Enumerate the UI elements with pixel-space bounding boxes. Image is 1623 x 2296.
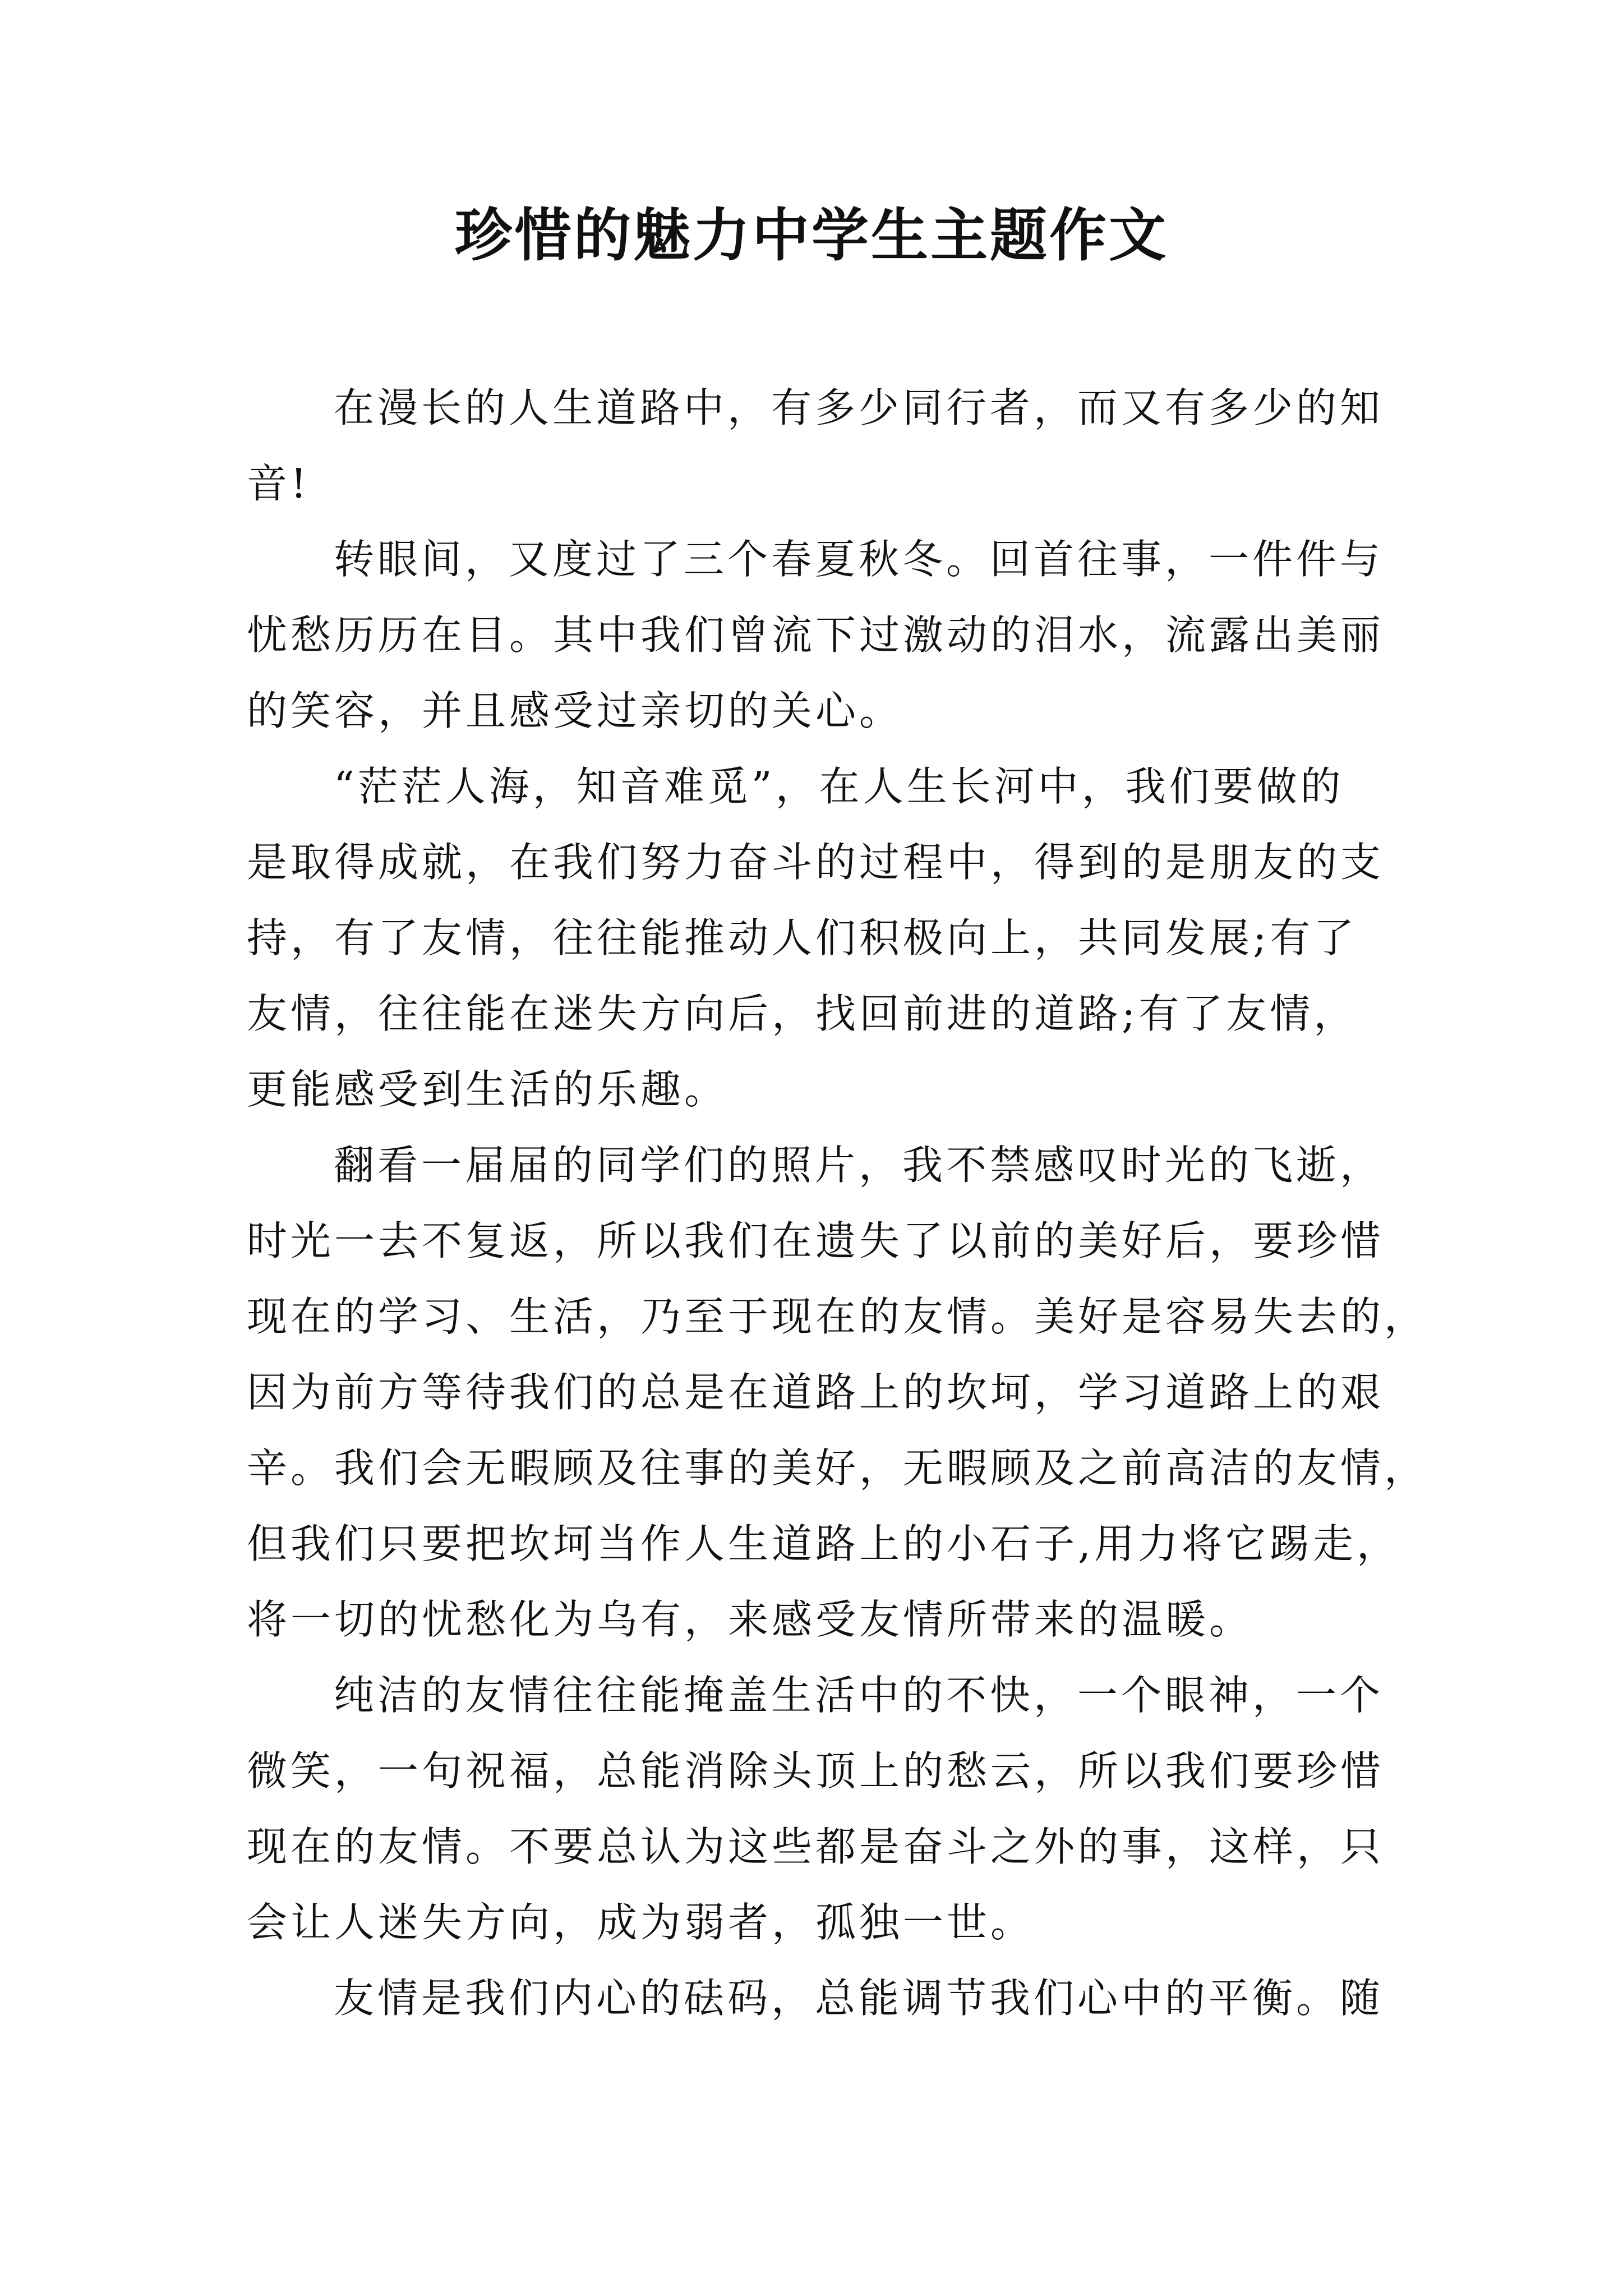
text-line: 现在的友情。不要总认为这些都是奋斗之外的事，这样，只 xyxy=(247,1823,1385,1870)
paragraph xyxy=(247,1128,1428,1658)
paragraph xyxy=(247,522,1385,749)
text-line: 辛。我们会无暇顾及往事的美好，无暇顾及之前高洁的友情， xyxy=(247,1444,1428,1492)
text-line: “茫茫人海，知音难觅”，在人生长河中，我们要做的 xyxy=(334,763,1344,810)
text-line: 持，有了友情，往往能推动人们积极向上，共同发展;有了 xyxy=(247,914,1358,961)
document-title: 珍惜的魅力中学生主题作文 xyxy=(455,202,1168,269)
text-line: 会让人迷失方向，成为弱者，孤独一世。 xyxy=(247,1899,1035,1946)
text-line: 因为前方等待我们的总是在道路上的坎坷，学习道路上的艰 xyxy=(247,1369,1385,1416)
text-line: 转眼间，又度过了三个春夏秋冬。回首往事，一件件与 xyxy=(334,536,1384,583)
document-body xyxy=(247,370,1428,2036)
paragraph xyxy=(247,1961,1385,2036)
text-line: 友情，往往能在迷失方向后，找回前进的道路;有了友情， xyxy=(247,990,1358,1037)
text-line: 时光一去不复返，所以我们在遗失了以前的美好后，要珍惜 xyxy=(247,1217,1385,1264)
text-line: 在漫长的人生道路中，有多少同行者，而又有多少的知 xyxy=(334,384,1384,431)
text-line: 现在的学习、生活，乃至于现在的友情。美好是容易失去的， xyxy=(247,1293,1428,1340)
paragraph xyxy=(247,749,1385,1128)
paragraph xyxy=(247,370,1385,522)
text-line: 的笑容，并且感受过亲切的关心。 xyxy=(247,687,903,734)
text-line: 将一切的忧愁化为乌有，来感受友情所带来的温暖。 xyxy=(247,1596,1253,1643)
text-line: 微笑，一句祝福，总能消除头顶上的愁云，所以我们要珍惜 xyxy=(247,1747,1385,1795)
text-line: 友情是我们内心的砝码，总能调节我们心中的平衡。随 xyxy=(334,1975,1384,2022)
paragraph xyxy=(247,1658,1385,1961)
text-line: 翻看一届届的同学们的照片，我不禁感叹时光的飞逝， xyxy=(334,1142,1384,1189)
text-line: 更能感受到生活的乐趣。 xyxy=(247,1066,728,1113)
text-line: 但我们只要把坎坷当作人生道路上的小石子,用力将它踢走， xyxy=(247,1520,1400,1567)
text-line: 音! xyxy=(247,460,310,507)
text-line: 纯洁的友情往往能掩盖生活中的不快，一个眼神，一个 xyxy=(334,1672,1384,1719)
text-line: 是取得成就，在我们努力奋斗的过程中，得到的是朋友的支 xyxy=(247,839,1385,886)
text-line: 忧愁历历在目。其中我们曾流下过激动的泪水，流露出美丽 xyxy=(247,611,1385,659)
